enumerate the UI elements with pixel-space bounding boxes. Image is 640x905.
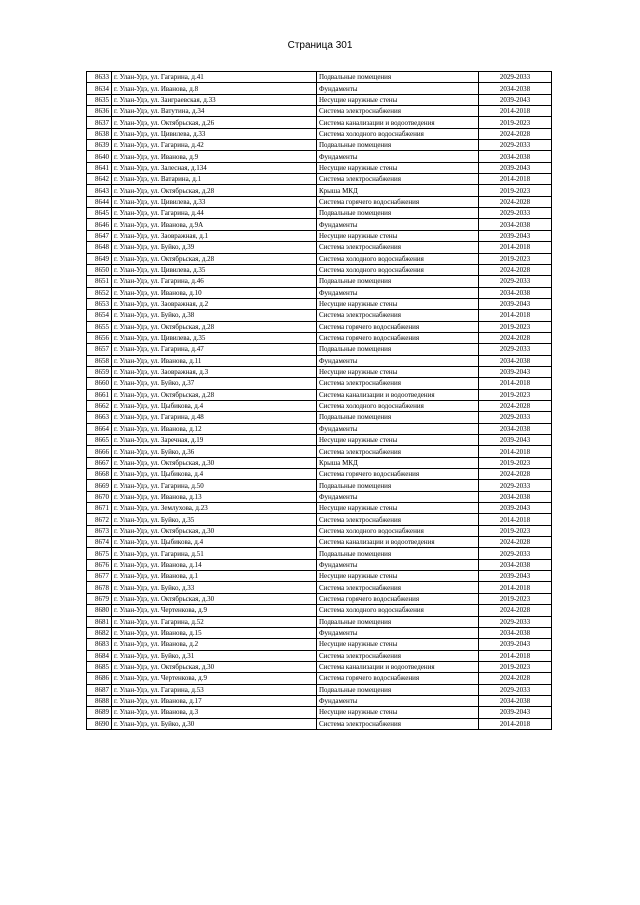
table-row: [87, 287, 552, 298]
row-number-cell: 8635: [87, 94, 112, 105]
address-cell: г. Улан-Удэ, ул. Заовражная, д.1: [112, 230, 317, 241]
repair-period-cell: 2024-2028: [479, 673, 552, 684]
building-system-cell: Подвальные помещения: [317, 344, 479, 355]
repair-period-cell: 2014-2018: [479, 650, 552, 661]
repair-period-cell: 2034-2038: [479, 355, 552, 366]
repair-period-cell: 2029-2033: [479, 548, 552, 559]
repair-period-cell: 2039-2043: [479, 639, 552, 650]
address-cell: г. Улан-Удэ, ул. Иванова, д.2: [112, 639, 317, 650]
row-number-cell: 8676: [87, 559, 112, 570]
building-system-cell: Система электроснабжения: [317, 446, 479, 457]
row-number-cell: 8668: [87, 469, 112, 480]
page-title: Страница 301: [287, 40, 353, 51]
row-number-cell: 8642: [87, 174, 112, 185]
building-system-cell: Фундаменты: [317, 627, 479, 638]
address-cell: г. Улан-Удэ, ул. Заовражная, д.3: [112, 366, 317, 377]
row-number-cell: 8645: [87, 208, 112, 219]
row-number-cell: 8666: [87, 446, 112, 457]
row-number-cell: 8647: [87, 230, 112, 241]
address-cell: г. Улан-Удэ, ул. Гагарина, д.46: [112, 276, 317, 287]
address-cell: г. Улан-Удэ, ул. Землухова, д.23: [112, 503, 317, 514]
table-row: [87, 514, 552, 525]
row-number-cell: 8679: [87, 593, 112, 604]
building-system-cell: Крыша МКД: [317, 457, 479, 468]
building-system-cell: Фундаменты: [317, 423, 479, 434]
building-system-cell: Система электроснабжения: [317, 378, 479, 389]
row-number-cell: 8688: [87, 695, 112, 706]
address-cell: г. Улан-Удэ, ул. Иванова, д.14: [112, 559, 317, 570]
repair-period-cell: 2024-2028: [479, 605, 552, 616]
address-cell: г. Улан-Удэ, ул. Ватарина, д.1: [112, 174, 317, 185]
building-system-cell: Фундаменты: [317, 83, 479, 94]
address-cell: г. Улан-Удэ, ул. Иванова, д.15: [112, 627, 317, 638]
address-cell: г. Улан-Удэ, ул. Гагарина, д.51: [112, 548, 317, 559]
table-row: [87, 72, 552, 83]
address-cell: г. Улан-Удэ, ул. Буйко, д.33: [112, 582, 317, 593]
repair-period-cell: 2024-2028: [479, 400, 552, 411]
building-system-cell: Фундаменты: [317, 559, 479, 570]
repair-period-cell: 2024-2028: [479, 128, 552, 139]
building-system-cell: Система электроснабжения: [317, 718, 479, 729]
table-row: [87, 332, 552, 343]
address-cell: г. Улан-Удэ, ул. Заовражная, д.2: [112, 298, 317, 309]
address-cell: г. Улан-Удэ, ул. Цыбикова, д.4: [112, 537, 317, 548]
table-row: [87, 94, 552, 105]
repair-period-cell: 2029-2033: [479, 208, 552, 219]
building-system-cell: Система холодного водоснабжения: [317, 605, 479, 616]
table-row: [87, 695, 552, 706]
row-number-cell: 8637: [87, 117, 112, 128]
repair-period-cell: 2034-2038: [479, 151, 552, 162]
building-system-cell: Подвальные помещения: [317, 276, 479, 287]
building-system-cell: Подвальные помещения: [317, 548, 479, 559]
row-number-cell: 8671: [87, 503, 112, 514]
address-cell: г. Улан-Удэ, ул. Цыбикова, д.4: [112, 400, 317, 411]
table-row: [87, 707, 552, 718]
row-number-cell: 8657: [87, 344, 112, 355]
repair-period-cell: 2014-2018: [479, 242, 552, 253]
table-row: [87, 718, 552, 729]
building-system-cell: Система горячего водоснабжения: [317, 673, 479, 684]
building-system-cell: Фундаменты: [317, 219, 479, 230]
repair-period-cell: 2014-2018: [479, 582, 552, 593]
address-cell: г. Улан-Удэ, ул. Иванова, д.8: [112, 83, 317, 94]
address-cell: г. Улан-Удэ, ул. Октябрьская, д.30: [112, 525, 317, 536]
repair-period-cell: 2019-2023: [479, 321, 552, 332]
table-row: [87, 400, 552, 411]
table-row: [87, 548, 552, 559]
repair-period-cell: 2029-2033: [479, 276, 552, 287]
address-cell: г. Улан-Удэ, ул. Буйко, д.39: [112, 242, 317, 253]
building-system-cell: Несущие наружные стены: [317, 298, 479, 309]
building-system-cell: Система электроснабжения: [317, 242, 479, 253]
row-number-cell: 8652: [87, 287, 112, 298]
table-row: [87, 196, 552, 207]
table-row: [87, 162, 552, 173]
table-row: [87, 151, 552, 162]
building-system-cell: Несущие наружные стены: [317, 162, 479, 173]
address-cell: г. Улан-Удэ, ул. Гагарина, д.47: [112, 344, 317, 355]
table-row: [87, 321, 552, 332]
repair-period-cell: 2019-2023: [479, 457, 552, 468]
address-cell: г. Улан-Удэ, ул. Гагарина, д.53: [112, 684, 317, 695]
address-cell: г. Улан-Удэ, ул. Цивилева, д.35: [112, 332, 317, 343]
repair-period-cell: 2029-2033: [479, 684, 552, 695]
building-system-cell: Крыша МКД: [317, 185, 479, 196]
table-row: [87, 605, 552, 616]
table-row: [87, 412, 552, 423]
address-cell: г. Улан-Удэ, ул. Заиграевская, д.33: [112, 94, 317, 105]
table-row: [87, 525, 552, 536]
table-row: [87, 242, 552, 253]
table-row: [87, 253, 552, 264]
table-row: [87, 673, 552, 684]
row-number-cell: 8644: [87, 196, 112, 207]
table-row: [87, 684, 552, 695]
table-row: [87, 219, 552, 230]
address-cell: г. Улан-Удэ, ул. Гагарина, д.44: [112, 208, 317, 219]
building-system-cell: Система горячего водоснабжения: [317, 593, 479, 604]
address-cell: г. Улан-Удэ, ул. Иванова, д.12: [112, 423, 317, 434]
building-system-cell: Система канализации и водоотведения: [317, 117, 479, 128]
table-row: [87, 276, 552, 287]
row-number-cell: 8643: [87, 185, 112, 196]
address-cell: г. Улан-Удэ, ул. Цивилева, д.33: [112, 128, 317, 139]
building-system-cell: Система электроснабжения: [317, 582, 479, 593]
table-body: [87, 72, 552, 730]
row-number-cell: 8663: [87, 412, 112, 423]
building-system-cell: Система холодного водоснабжения: [317, 264, 479, 275]
repair-period-cell: 2039-2043: [479, 298, 552, 309]
table-row: [87, 128, 552, 139]
address-cell: г. Улан-Удэ, ул. Гагарина, д.48: [112, 412, 317, 423]
repair-period-cell: 2029-2033: [479, 72, 552, 83]
table-row: [87, 264, 552, 275]
row-number-cell: 8656: [87, 332, 112, 343]
row-number-cell: 8686: [87, 673, 112, 684]
table-row: [87, 310, 552, 321]
address-cell: г. Улан-Удэ, ул. Буйко, д.31: [112, 650, 317, 661]
row-number-cell: 8689: [87, 707, 112, 718]
table-row: [87, 661, 552, 672]
building-system-cell: Несущие наружные стены: [317, 503, 479, 514]
table-row: [87, 140, 552, 151]
repair-period-cell: 2014-2018: [479, 718, 552, 729]
address-cell: г. Улан-Удэ, ул. Гагарина, д.50: [112, 480, 317, 491]
building-system-cell: Подвальные помещения: [317, 412, 479, 423]
row-number-cell: 8670: [87, 491, 112, 502]
table-row: [87, 537, 552, 548]
table-row: [87, 571, 552, 582]
address-cell: г. Улан-Удэ, ул. Буйко, д.38: [112, 310, 317, 321]
table-row: [87, 208, 552, 219]
table-row: [87, 423, 552, 434]
table-row: [87, 469, 552, 480]
building-system-cell: Система горячего водоснабжения: [317, 332, 479, 343]
row-number-cell: 8640: [87, 151, 112, 162]
building-system-cell: Подвальные помещения: [317, 72, 479, 83]
table-row: [87, 616, 552, 627]
repair-period-cell: 2024-2028: [479, 469, 552, 480]
row-number-cell: 8641: [87, 162, 112, 173]
address-cell: г. Улан-Удэ, ул. Цивилева, д.33: [112, 196, 317, 207]
row-number-cell: 8664: [87, 423, 112, 434]
repair-period-cell: 2019-2023: [479, 661, 552, 672]
row-number-cell: 8665: [87, 435, 112, 446]
row-number-cell: 8633: [87, 72, 112, 83]
repair-period-cell: 2039-2043: [479, 94, 552, 105]
address-cell: г. Улан-Удэ, ул. Буйко, д.37: [112, 378, 317, 389]
row-number-cell: 8685: [87, 661, 112, 672]
building-system-cell: Несущие наружные стены: [317, 707, 479, 718]
building-system-cell: Фундаменты: [317, 287, 479, 298]
repair-period-cell: 2014-2018: [479, 514, 552, 525]
table-row: [87, 230, 552, 241]
building-system-cell: Фундаменты: [317, 151, 479, 162]
repair-period-cell: 2034-2038: [479, 423, 552, 434]
repair-period-cell: 2039-2043: [479, 162, 552, 173]
address-cell: г. Улан-Удэ, ул. Гагарина, д.42: [112, 140, 317, 151]
address-cell: г. Улан-Удэ, ул. Цыбикова, д.4: [112, 469, 317, 480]
repair-period-cell: 2034-2038: [479, 559, 552, 570]
address-cell: г. Улан-Удэ, ул. Октябрьская, д.30: [112, 593, 317, 604]
repair-period-cell: 2019-2023: [479, 389, 552, 400]
building-system-cell: Несущие наружные стены: [317, 639, 479, 650]
building-system-cell: Несущие наружные стены: [317, 571, 479, 582]
address-cell: г. Улан-Удэ, ул. Иванова, д.1: [112, 571, 317, 582]
repair-period-cell: 2039-2043: [479, 503, 552, 514]
row-number-cell: 8683: [87, 639, 112, 650]
address-cell: г. Улан-Удэ, ул. Буйко, д.30: [112, 718, 317, 729]
address-cell: г. Улан-Удэ, ул. Иванова, д.9А: [112, 219, 317, 230]
building-system-cell: Фундаменты: [317, 695, 479, 706]
repair-period-cell: 2019-2023: [479, 185, 552, 196]
building-system-cell: Система электроснабжения: [317, 106, 479, 117]
building-system-cell: Система холодного водоснабжения: [317, 128, 479, 139]
address-cell: г. Улан-Удэ, ул. Иванова, д.10: [112, 287, 317, 298]
building-system-cell: Несущие наружные стены: [317, 435, 479, 446]
building-system-cell: Несущие наружные стены: [317, 366, 479, 377]
repair-period-cell: 2029-2033: [479, 412, 552, 423]
address-cell: г. Улан-Удэ, ул. Чертенкова, д.9: [112, 605, 317, 616]
repair-period-cell: 2034-2038: [479, 219, 552, 230]
row-number-cell: 8634: [87, 83, 112, 94]
row-number-cell: 8690: [87, 718, 112, 729]
address-cell: г. Улан-Удэ, ул. Иванова, д.13: [112, 491, 317, 502]
address-cell: г. Улан-Удэ, ул. Иванова, д.11: [112, 355, 317, 366]
repair-period-cell: 2034-2038: [479, 287, 552, 298]
repair-period-cell: 2014-2018: [479, 106, 552, 117]
row-number-cell: 8681: [87, 616, 112, 627]
table-row: [87, 503, 552, 514]
building-system-cell: Система канализации и водоотведения: [317, 661, 479, 672]
address-cell: г. Улан-Удэ, ул. Иванова, д.3: [112, 707, 317, 718]
table-row: [87, 378, 552, 389]
repair-period-cell: 2039-2043: [479, 707, 552, 718]
repair-period-cell: 2014-2018: [479, 378, 552, 389]
row-number-cell: 8678: [87, 582, 112, 593]
repair-period-cell: 2034-2038: [479, 627, 552, 638]
building-system-cell: Подвальные помещения: [317, 616, 479, 627]
building-system-cell: Несущие наружные стены: [317, 94, 479, 105]
repair-period-cell: 2034-2038: [479, 695, 552, 706]
repair-period-cell: 2024-2028: [479, 196, 552, 207]
table-row: [87, 627, 552, 638]
address-cell: г. Улан-Удэ, ул. Буйко, д.35: [112, 514, 317, 525]
table-row: [87, 355, 552, 366]
repair-schedule-table: [86, 71, 552, 730]
row-number-cell: 8655: [87, 321, 112, 332]
address-cell: г. Улан-Удэ, ул. Октябрьская, д.28: [112, 321, 317, 332]
building-system-cell: Фундаменты: [317, 491, 479, 502]
address-cell: г. Улан-Удэ, ул. Буйко, д.36: [112, 446, 317, 457]
table-row: [87, 344, 552, 355]
table-row: [87, 366, 552, 377]
row-number-cell: 8674: [87, 537, 112, 548]
repair-period-cell: 2029-2033: [479, 480, 552, 491]
address-cell: г. Улан-Удэ, ул. Заречная, д.19: [112, 435, 317, 446]
row-number-cell: 8669: [87, 480, 112, 491]
address-cell: г. Улан-Удэ, ул. Залесная, д.134: [112, 162, 317, 173]
row-number-cell: 8673: [87, 525, 112, 536]
repair-period-cell: 2024-2028: [479, 537, 552, 548]
repair-period-cell: 2024-2028: [479, 264, 552, 275]
row-number-cell: 8651: [87, 276, 112, 287]
row-number-cell: 8684: [87, 650, 112, 661]
building-system-cell: Система горячего водоснабжения: [317, 469, 479, 480]
row-number-cell: 8638: [87, 128, 112, 139]
table-row: [87, 298, 552, 309]
building-system-cell: Система холодного водоснабжения: [317, 253, 479, 264]
repair-period-cell: 2014-2018: [479, 446, 552, 457]
table-row: [87, 593, 552, 604]
row-number-cell: 8659: [87, 366, 112, 377]
address-cell: г. Улан-Удэ, ул. Гагарина, д.52: [112, 616, 317, 627]
repair-period-cell: 2019-2023: [479, 253, 552, 264]
building-system-cell: Система горячего водоснабжения: [317, 196, 479, 207]
row-number-cell: 8675: [87, 548, 112, 559]
building-system-cell: Фундаменты: [317, 355, 479, 366]
row-number-cell: 8650: [87, 264, 112, 275]
row-number-cell: 8636: [87, 106, 112, 117]
building-system-cell: Система горячего водоснабжения: [317, 321, 479, 332]
address-cell: г. Улан-Удэ, ул. Ватутина, д.34: [112, 106, 317, 117]
building-system-cell: Система электроснабжения: [317, 650, 479, 661]
table-row: [87, 582, 552, 593]
building-system-cell: Несущие наружные стены: [317, 230, 479, 241]
row-number-cell: 8654: [87, 310, 112, 321]
repair-period-cell: 2029-2033: [479, 140, 552, 151]
table-row: [87, 559, 552, 570]
table-row: [87, 117, 552, 128]
repair-period-cell: 2024-2028: [479, 332, 552, 343]
building-system-cell: Подвальные помещения: [317, 140, 479, 151]
building-system-cell: Система электроснабжения: [317, 514, 479, 525]
repair-period-cell: 2034-2038: [479, 83, 552, 94]
table-row: [87, 457, 552, 468]
row-number-cell: 8667: [87, 457, 112, 468]
building-system-cell: Система холодного водоснабжения: [317, 400, 479, 411]
row-number-cell: 8687: [87, 684, 112, 695]
table-row: [87, 446, 552, 457]
table-row: [87, 639, 552, 650]
table-row: [87, 83, 552, 94]
building-system-cell: Система электроснабжения: [317, 174, 479, 185]
repair-period-cell: 2014-2018: [479, 310, 552, 321]
repair-period-cell: 2039-2043: [479, 435, 552, 446]
building-system-cell: Система холодного водоснабжения: [317, 525, 479, 536]
row-number-cell: 8649: [87, 253, 112, 264]
address-cell: г. Улан-Удэ, ул. Октябрьская, д.30: [112, 457, 317, 468]
repair-period-cell: 2039-2043: [479, 230, 552, 241]
repair-period-cell: 2014-2018: [479, 174, 552, 185]
address-cell: г. Улан-Удэ, ул. Гагарина, д.41: [112, 72, 317, 83]
row-number-cell: 8682: [87, 627, 112, 638]
repair-period-cell: 2039-2043: [479, 366, 552, 377]
repair-period-cell: 2019-2023: [479, 525, 552, 536]
address-cell: г. Улан-Удэ, ул. Октябрьская, д.30: [112, 661, 317, 672]
repair-period-cell: 2029-2033: [479, 616, 552, 627]
address-cell: г. Улан-Удэ, ул. Иванова, д.9: [112, 151, 317, 162]
table-row: [87, 185, 552, 196]
table-row: [87, 174, 552, 185]
repair-period-cell: 2019-2023: [479, 117, 552, 128]
table-row: [87, 480, 552, 491]
row-number-cell: 8660: [87, 378, 112, 389]
building-system-cell: Подвальные помещения: [317, 208, 479, 219]
row-number-cell: 8680: [87, 605, 112, 616]
row-number-cell: 8661: [87, 389, 112, 400]
building-system-cell: Подвальные помещения: [317, 480, 479, 491]
table-row: [87, 435, 552, 446]
building-system-cell: Система канализации и водоотведения: [317, 537, 479, 548]
address-cell: г. Улан-Удэ, ул. Иванова, д.17: [112, 695, 317, 706]
row-number-cell: 8648: [87, 242, 112, 253]
table-row: [87, 491, 552, 502]
row-number-cell: 8646: [87, 219, 112, 230]
address-cell: г. Улан-Удэ, ул. Октябрьская, д.28: [112, 253, 317, 264]
table-row: [87, 106, 552, 117]
table-row: [87, 650, 552, 661]
row-number-cell: 8677: [87, 571, 112, 582]
row-number-cell: 8662: [87, 400, 112, 411]
building-system-cell: Подвальные помещения: [317, 684, 479, 695]
row-number-cell: 8672: [87, 514, 112, 525]
building-system-cell: Система канализации и водоотведения: [317, 389, 479, 400]
address-cell: г. Улан-Удэ, ул. Октябрьская, д.26: [112, 117, 317, 128]
building-system-cell: Система электроснабжения: [317, 310, 479, 321]
address-cell: г. Улан-Удэ, ул. Цивилева, д.35: [112, 264, 317, 275]
address-cell: г. Улан-Удэ, ул. Октябрьская, д.28: [112, 185, 317, 196]
repair-period-cell: 2029-2033: [479, 344, 552, 355]
repair-period-cell: 2019-2023: [479, 593, 552, 604]
row-number-cell: 8639: [87, 140, 112, 151]
address-cell: г. Улан-Удэ, ул. Чертенкова, д.9: [112, 673, 317, 684]
repair-period-cell: 2039-2043: [479, 571, 552, 582]
row-number-cell: 8653: [87, 298, 112, 309]
address-cell: г. Улан-Удэ, ул. Октябрьская, д.28: [112, 389, 317, 400]
table-row: [87, 389, 552, 400]
row-number-cell: 8658: [87, 355, 112, 366]
repair-period-cell: 2034-2038: [479, 491, 552, 502]
